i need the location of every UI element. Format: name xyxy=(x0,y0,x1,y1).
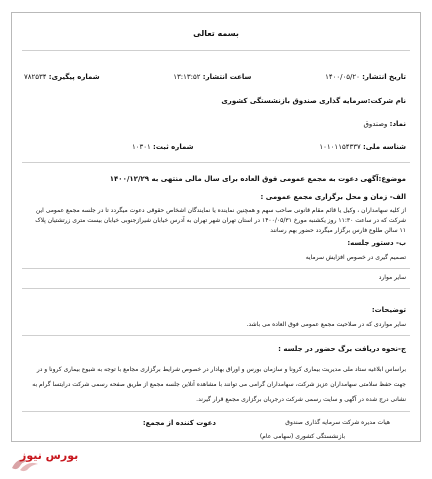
registration-number: شماره ثبت: ۱۰۳۰۱ xyxy=(132,143,194,151)
company-name: نام شرکت:سرمایه گذاری صندوق بازنشستگی کشوری xyxy=(221,97,406,105)
divider xyxy=(22,268,410,269)
divider xyxy=(22,335,410,336)
subject: موضوع:آگهی دعوت به مجمع عمومی فوق العاده برای سال مالی منتهی به ۱۴۰۰/۱۲/۲۹ xyxy=(109,175,406,183)
section-a-line: شرکت که در ساعت ۱۱:۳۰ روز یکشنبه مورخ ۱۴۰۰/۰۵/۳۱ در استان تهران شهر تهران به آدرس خیابان شیرازجنوبی خیابان بیست متری زرتشتیان پلاک xyxy=(35,217,406,224)
divider xyxy=(22,411,410,412)
registration-row xyxy=(132,143,406,151)
publish-time: ساعت انتشار: ۱۳:۱۳:۵۲ xyxy=(173,73,252,81)
section-c-line: جهت حفظ سلامتی سهامداران عزیز شرکت، سهامداران گرامی می توانند با مشاهده آنلاین جلسه مجمع از طریق صفحه رسمی شرکت درایتسا گرام به xyxy=(32,381,406,388)
section-c-body xyxy=(24,362,406,407)
agenda-item: تصمیم گیری در خصوص افزایش سرمایه xyxy=(305,254,406,261)
section-a-body xyxy=(24,206,406,236)
tracking-number: شماره پیگیری: ۷۸۲۵۳۴ xyxy=(24,73,100,81)
notes-heading: توضیحات: xyxy=(371,306,406,314)
document-header: بسمه تعالی xyxy=(193,29,239,38)
publication-info-row xyxy=(24,73,406,81)
inviter-line-2: بازنشستگی کشوری (سهامی عام) xyxy=(259,433,345,440)
section-a-line: ۱۱ سالن طلوع فارس برگزار میگردد حضور بهم رسانند xyxy=(270,227,406,234)
national-id: شناسه ملی: ۱۰۱۰۱۱۵۴۳۳۷ xyxy=(319,143,406,151)
announcement-document xyxy=(11,12,421,442)
divider xyxy=(22,50,410,51)
section-c-line: براساس ابلاغیه ستاد ملی مدیریت بیماری کرونا و سازمان بورس و اوراق بهادار در خصوص شرایط برگزاری مجامع با توجه به شیوع بیماری کرونا و در xyxy=(36,366,406,373)
section-c-heading: ج-نحوه دریافت برگ حضور در جلسه : xyxy=(278,345,406,353)
symbol: نماد: وصندوق xyxy=(363,120,406,128)
section-a-line: از کلیه سهامداران ، وکیل یا قائم مقام قانونی صاحب سهم و همچنین نماینده یا نمایندگان اشخاص حقوقی دعوت میگردد تا در جلسه مجمع عمومی این xyxy=(35,207,406,214)
agenda-item: سایر موارد xyxy=(378,274,406,281)
section-c-line: نشانی درج شده در آگهی و سایت رسمی شرکت درجریان برگزاری مجمع قرار گیرند. xyxy=(196,396,406,403)
divider xyxy=(22,162,410,163)
divider xyxy=(22,288,410,289)
publish-date: تاریخ انتشار: ۱۴۰۰/۰۵/۲۰ xyxy=(325,73,406,81)
notes-text: سایر مواردی که در صلاحیت مجمع عمومی فوق العاده می باشد. xyxy=(246,321,406,328)
brand-name: بورس نیوز xyxy=(20,449,79,462)
section-a-heading: الف- زمان و محل برگزاری مجمع عمومی : xyxy=(260,193,406,201)
section-b-heading: ب- دستور جلسه: xyxy=(347,239,406,247)
inviter-line-1: هیات مدیره شرکت سرمایه گذاری صندوق xyxy=(285,419,390,426)
inviter-label: دعوت کننده از مجمع: xyxy=(142,419,216,427)
